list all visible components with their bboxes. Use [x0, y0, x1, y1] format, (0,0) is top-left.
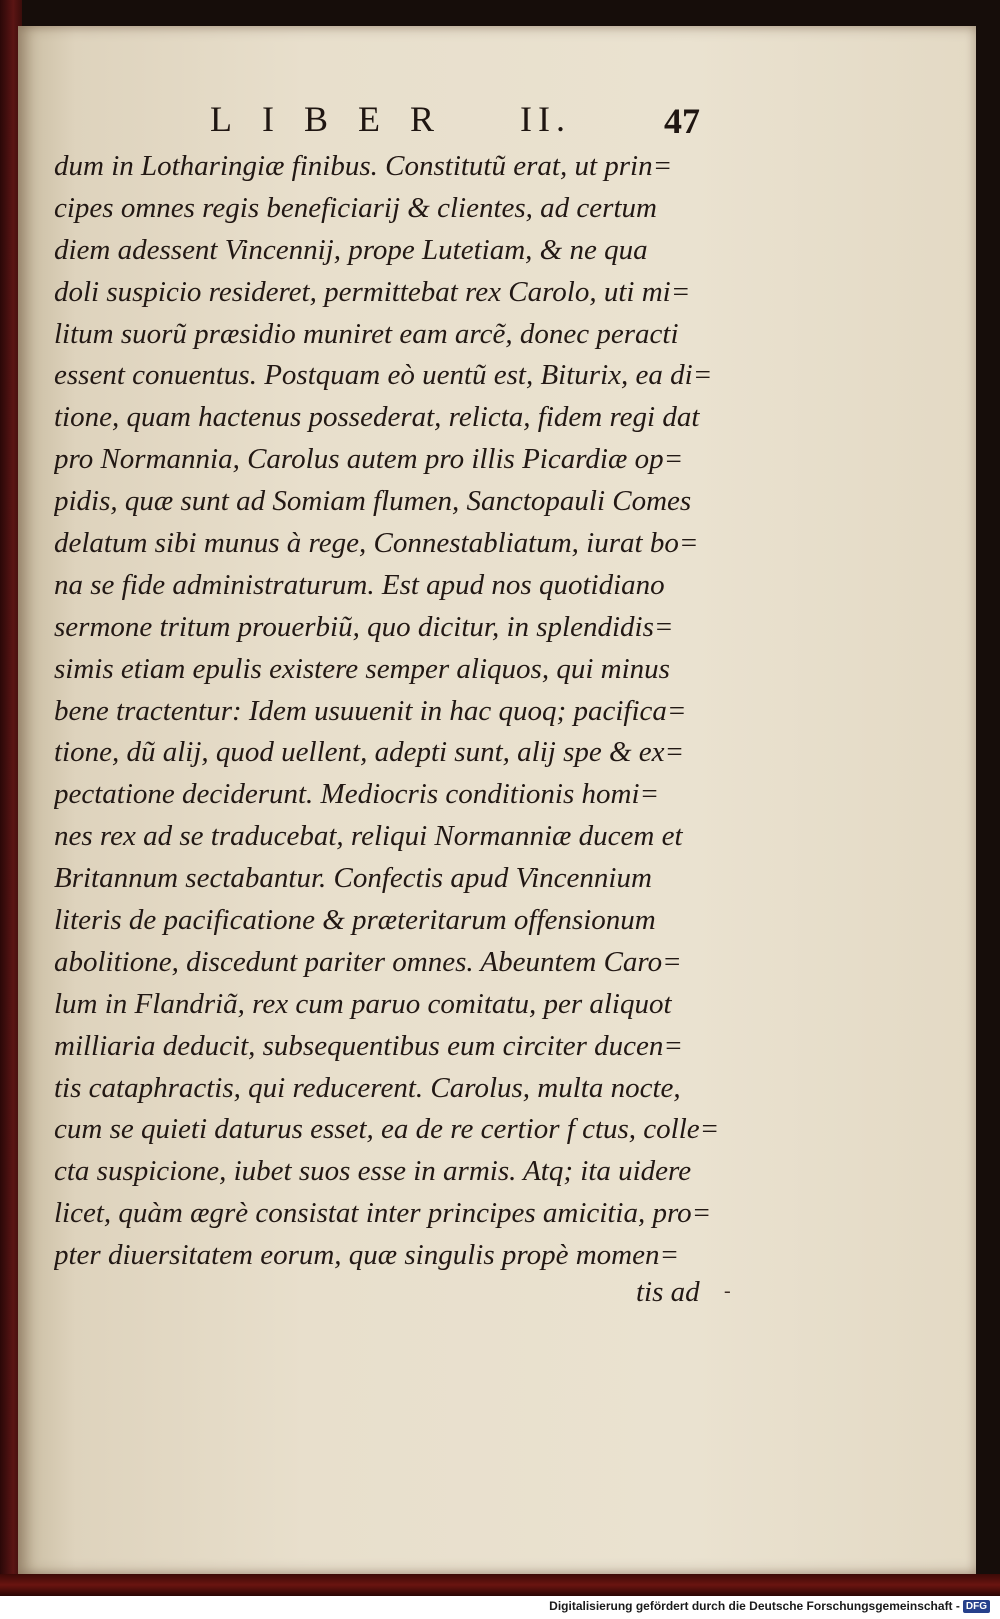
text-line: doli suspicio resideret, permittebat rex Carolo, uti mi=: [54, 275, 691, 308]
text-body: [54, 146, 748, 1277]
text-line: diem adessent Vincennij, prope Lutetiam, & ne qua: [54, 233, 648, 266]
text-line: lum in Flandriã, rex cum paruo comitatu, per aliquot: [54, 987, 672, 1020]
text-line: essent conuentus. Postquam eò uentũ est, Biturix, ea di=: [54, 359, 713, 392]
text-line: litum suorũ præsidio muniret eam arcẽ, donec peracti: [54, 317, 679, 350]
text-line: pidis, quæ sunt ad Somiam flumen, Sanctopauli Comes: [54, 485, 692, 518]
text-line: tione, dũ alij, quod uellent, adepti sunt, alij spe & ex=: [54, 736, 685, 769]
text-line: sermone tritum prouerbiũ, quo dicitur, in splendidis=: [54, 610, 674, 643]
text-line: licet, quàm ægrè consistat inter principes amicitia, pro=: [54, 1197, 712, 1230]
text-line: bene tractentur: Idem usuuenit in hac quoq; pacifica=: [54, 694, 687, 727]
text-line: milliaria deducit, subsequentibus eum circiter ducen=: [54, 1029, 683, 1062]
funding-credit: [549, 1599, 990, 1613]
book-number: II.: [520, 99, 571, 139]
book-edge: [0, 1574, 1000, 1596]
text-line: na se fide administraturum. Est apud nos quotidiano: [54, 568, 665, 601]
text-line: literis de pacificatione & præteritarum offensionum: [54, 904, 656, 937]
text-line: simis etiam epulis existere semper aliquos, qui minus: [54, 652, 670, 685]
funding-credit-text: Digitalisierung gefördert durch die Deutsche Forschungsgemeinschaft -: [549, 1599, 960, 1613]
text-line: nes rex ad se traducebat, reliqui Normanniæ ducem et: [54, 820, 683, 853]
dfg-logo-icon: DFG: [963, 1600, 990, 1613]
text-line: abolitione, discedunt pariter omnes. Abeuntem Caro=: [54, 945, 682, 978]
text-line: tione, quam hactenus possederat, relicta, fidem regi dat: [54, 401, 700, 434]
text-line: pectatione deciderunt. Mediocris conditionis homi=: [54, 778, 660, 811]
page-number: 47: [664, 101, 700, 141]
text-line: delatum sibi munus à rege, Connestabliatum, iurat bo=: [54, 527, 699, 560]
text-line: pro Normannia, Carolus autem pro illis Picardiæ op=: [54, 443, 684, 476]
catchword: tis ad: [636, 1276, 700, 1308]
footer-bar: [0, 1596, 1000, 1619]
running-head: LIBER: [210, 99, 464, 139]
text-line: pter diuersitatem eorum, quæ singulis propè momen=: [54, 1239, 680, 1272]
text-line: tis cataphractis, qui reducerent. Carolus, multa nocte,: [54, 1071, 681, 1104]
text-line: cipes omnes regis beneficiarij & clientes, ad certum: [54, 191, 657, 224]
page-mark: -: [724, 1280, 731, 1302]
text-line: dum in Lotharingiæ finibus. Constitutũ erat, ut prin=: [54, 150, 673, 182]
text-line: cum se quieti daturus esset, ea de re certior f ctus, colle=: [54, 1113, 720, 1146]
text-line: Britannum sectabantur. Confectis apud Vincennium: [54, 862, 652, 895]
text-line: cta suspicione, iubet suos esse in armis. Atq; ita uidere: [54, 1155, 692, 1188]
